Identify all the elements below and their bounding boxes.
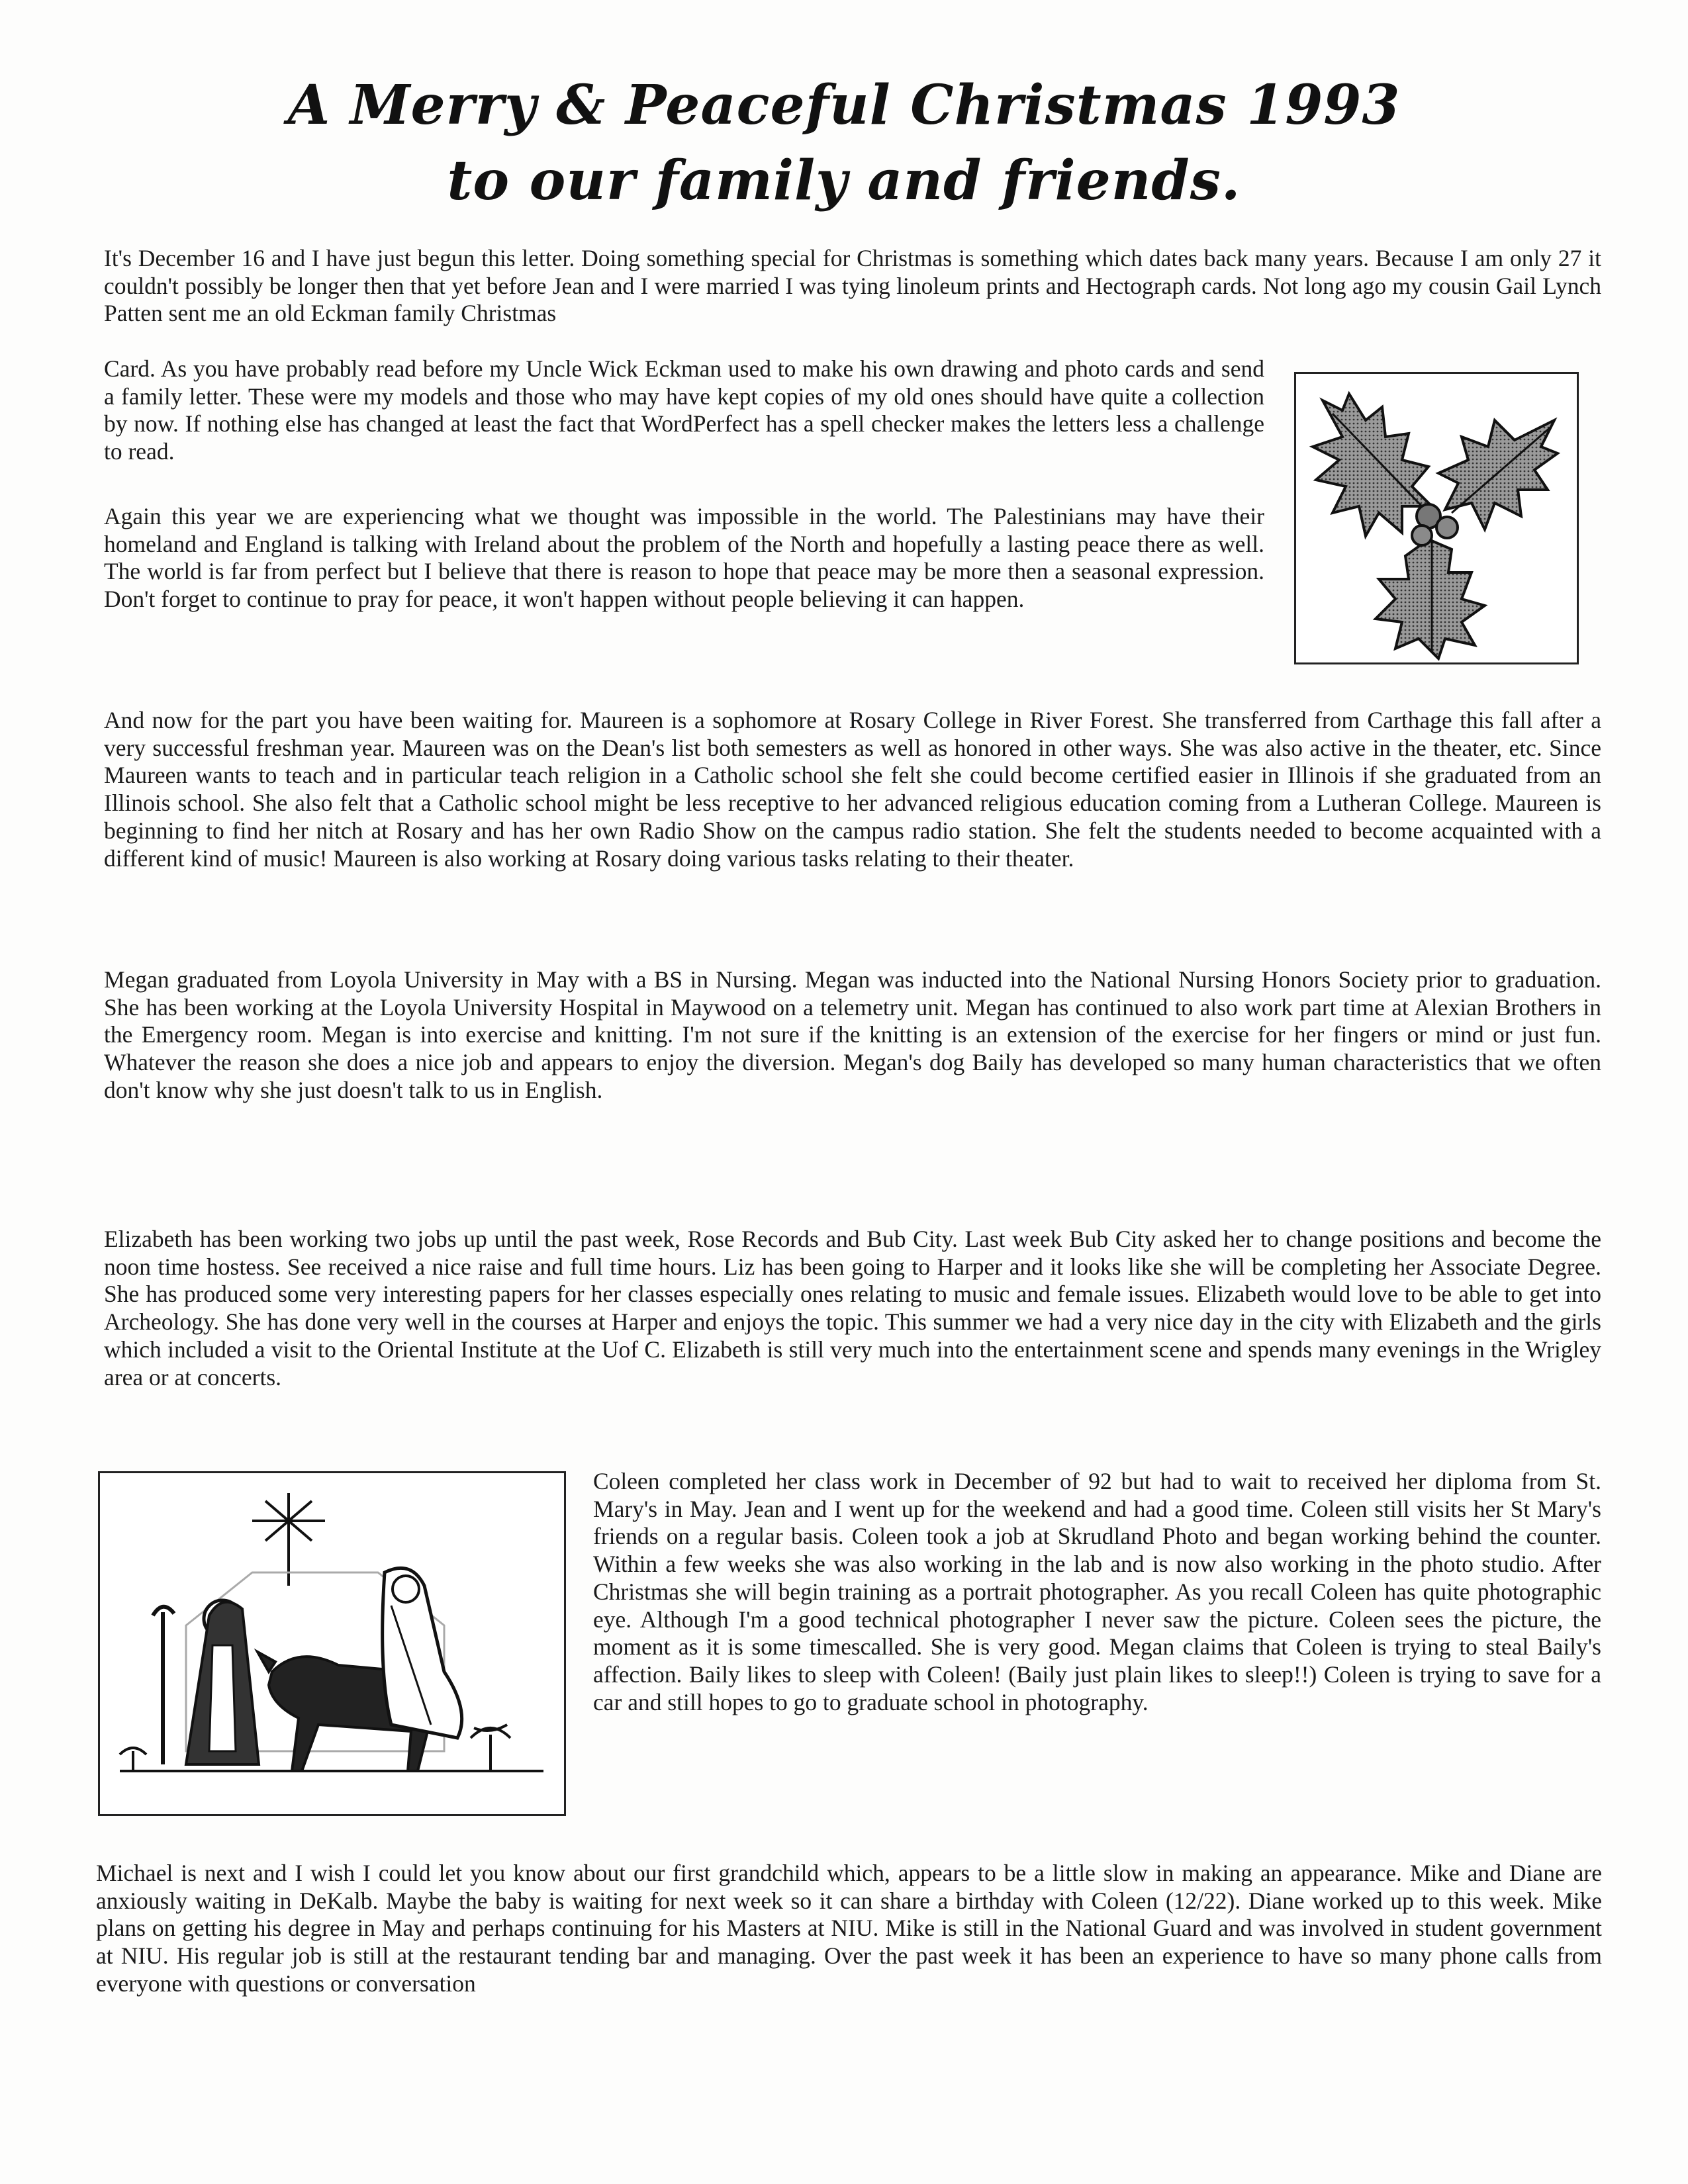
nativity-illustration [98,1471,566,1816]
paragraph-peace: Again this year we are experiencing what we thought was impossible in the world. The Palestinians may have their homeland and England is talking with Ireland about the problem of the North and hopefully a lasting peace there as well. The world is far from perfect but I believe that there is reason to hope that peace may be more then a seasonal expression. Don't forget to continue to pray for peace, it won't happen without people believing it can happen. [104,503,1264,613]
paragraph-megan: Megan graduated from Loyola University in May with a BS in Nursing. Megan was inducted into the National Nursing Honors Society prior to graduation. She has been working at the Loyola University Hospital in Maywood on a telemetry unit. Megan has continued to also work part time at Alexian Brothers in the Emergency room. Megan is into exercise and knitting. I'm not sure if the knitting is an extension of the exercise for her fingers or mind or just fun. Whatever the reason she does a nice job and appears to enjoy the diversion. Megan's dog Baily has developed so many human characteristics that we often don't know why she just doesn't talk to us in English. [104,966,1601,1103]
paragraph-coleen: Coleen completed her class work in December of 92 but had to wait to received her diploma from St. Mary's in May. Jean and I went up for the weekend and had a good time. Coleen still visits her St Mary's friends on a regular basis. Coleen took a job at Skrudland Photo and began working behind the counter. Within a few weeks she was also working in the lab and is now also working in the photo studio. After Christmas she will begin training as a portrait photographer. As you recall Coleen has quite photographic eye. Although I'm a good technical photographer I never saw the picture. Coleen sees the picture, the moment as it is some timescalled. She is very good. Megan claims that Coleen is trying to steal Baily's affection. Baily likes to sleep with Coleen! (Baily just plain likes to sleep!!) Coleen is trying to save for a car and still hopes to go to graduate school in photography. [593,1468,1601,1715]
letter-title-line2: to our family and friends. [447,149,1241,212]
paragraph-intro: It's December 16 and I have just begun this letter. Doing something special for Christmas is something which dates back many years. Because I am only 27 it couldn't possibly be longer then that yet before Jean and I were married I was tying linoleum prints and Hectograph cards. Not long ago my cousin Gail Lynch Patten sent me an old Eckman family Christmas [104,245,1601,327]
paragraph-elizabeth: Elizabeth has been working two jobs up until the past week, Rose Records and Bub City. Last week Bub City asked her to change positions and become the noon time hostess. See received a nice raise and full time hours. Liz has been going to Harper and it looks like she will be completing her Associate Degree. She has produced some very interesting papers for her classes especially ones relating to music and female issues. Elizabeth would love to be able to get into Archeology. She has done very well in the courses at Harper and enjoys the topic. This summer we had a very nice day in the city with Elizabeth and the girls which included a visit to the Oriental Institute at the Uof C. Elizabeth is still very much into the entertainment scene and spends many evenings in the Wrigley area or at concerts. [104,1226,1601,1390]
paragraph-michael: Michael is next and I wish I could let you know about our first grandchild which, appears to be a little slow in making an appearance. Mike and Diane are anxiously waiting in DeKalb. Maybe the baby is waiting for next week so it can share a birthday with Coleen (12/22). Diane worked up to this week. Mike plans on getting his degree in May and perhaps continuing for his Masters at NIU. Mike is still in the National Guard and was involved in student government at NIU. His regular job is still at the restaurant tending bar and managing. Over the past week it has been an experience to have so many phone calls from everyone with questions or conversation [96,1860,1602,1997]
nativity-icon [100,1473,564,1814]
holly-illustration [1294,372,1579,664]
paragraph-maureen: And now for the part you have been waiting for. Maureen is a sophomore at Rosary College in River Forest. She transferred from Carthage this fall after a very successful freshman year. Maureen was on the Dean's list both semesters as well as honored in other ways. She was also active in the theater, etc. Since Maureen wants to teach and in particular teach religion in a Catholic school she felt she could become certified easier in Illinois if she graduated from an Illinois school. She also felt that a Catholic school might be less receptive to her advanced religious education coming from a Lutheran College. Maureen is beginning to find her nitch at Rosary and has her own Radio Show on the campus radio station. She felt the students needed to become acquainted with a different kind of music! Maureen is also working at Rosary doing various tasks relating to their theater. [104,707,1601,872]
letter-title-line1: A Merry & Peaceful Christmas 1993 [287,73,1401,137]
paragraph-intro-continued: Card. As you have probably read before my Uncle Wick Eckman used to make his own drawing and photo cards and send a family letter. These were my models and those who may have kept copies of my old ones should have quite a collection by now. If nothing else has changed at least the fact that WordPerfect has a spell checker makes the letters less a challenge to read. [104,355,1264,465]
holly-icon [1296,374,1577,662]
